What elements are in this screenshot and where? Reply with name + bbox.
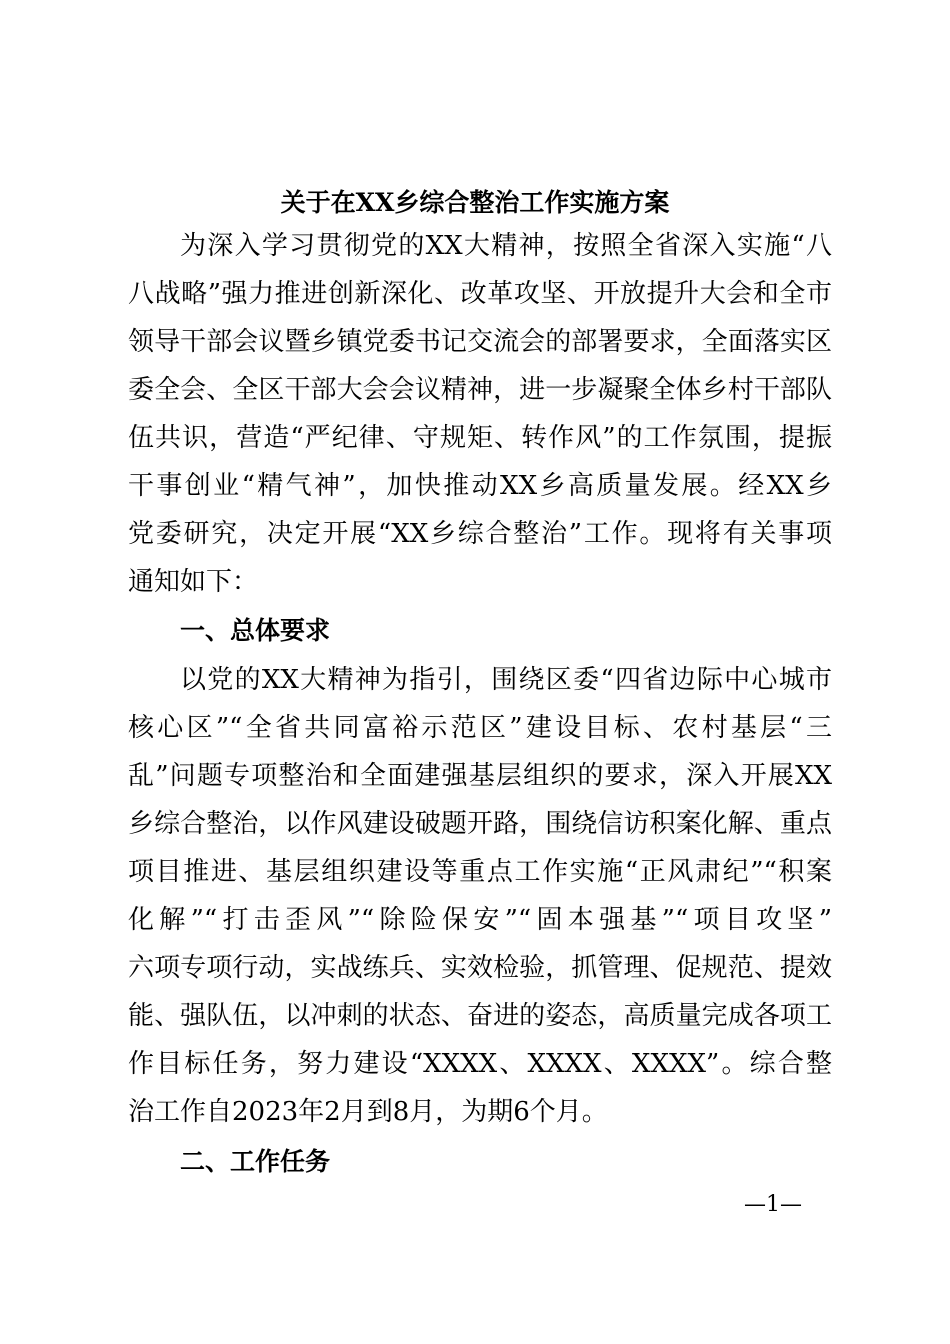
section-1-line-6: 化解”“打击歪风”“除险保安”“固本强基”“项目攻坚” <box>128 905 832 935</box>
section-1-line-7: 六项专项行动，实战练兵、实效检验，抓管理、促规范、提效 <box>128 953 832 983</box>
section-1-line-4: 乡综合整治，以作风建设破题开路，围绕信访积案化解、重点 <box>128 809 832 839</box>
section-1-heading: 一、总体要求 <box>180 616 331 645</box>
section-1-line-2: 核心区”“全省共同富裕示范区”建设目标、农村基层“三 <box>128 713 832 743</box>
section-1-line-1: 以党的XX大精神为指引，围绕区委“四省边际中心城市 <box>180 665 832 695</box>
intro-line-5: 伍共识，营造“严纪律、守规矩、转作风”的工作氛围，提振 <box>128 423 832 453</box>
section-1-line-5: 项目推进、基层组织建设等重点工作实施“正风肃纪”“积案 <box>128 857 832 887</box>
intro-line-4: 委全会、全区干部大会会议精神，进一步凝聚全体乡村干部队 <box>128 375 832 405</box>
section-1-line-8: 能、强队伍，以冲刺的状态、奋进的姿态，高质量完成各项工 <box>128 1001 832 1031</box>
section-1-line-9: 作目标任务，努力建设“XXXX、XXXX、XXXX”。综合整 <box>128 1049 832 1079</box>
section-1-line-10: 治工作自2023年2月到8月，为期6个月。 <box>128 1097 608 1127</box>
section-1-line-3: 乱”问题专项整治和全面建强基层组织的要求，深入开展XX <box>128 761 832 791</box>
document-title: 关于在XX乡综合整治工作实施方案 <box>280 188 670 217</box>
intro-line-1: 为深入学习贯彻党的XX大精神，按照全省深入实施“八 <box>180 231 832 261</box>
page-number: —1— <box>744 1192 802 1217</box>
intro-line-3: 领导干部会议暨乡镇党委书记交流会的部署要求，全面落实区 <box>128 327 832 357</box>
intro-line-6: 干事创业“精气神”，加快推动XX乡高质量发展。经XX乡 <box>128 471 832 501</box>
intro-line-7: 党委研究，决定开展“XX乡综合整治”工作。现将有关事项 <box>128 519 832 549</box>
intro-line-2: 八战略”强力推进创新深化、改革攻坚、开放提升大会和全市 <box>128 279 832 309</box>
section-2-heading: 二、工作任务 <box>180 1147 331 1176</box>
intro-line-8: 通知如下： <box>128 567 259 597</box>
